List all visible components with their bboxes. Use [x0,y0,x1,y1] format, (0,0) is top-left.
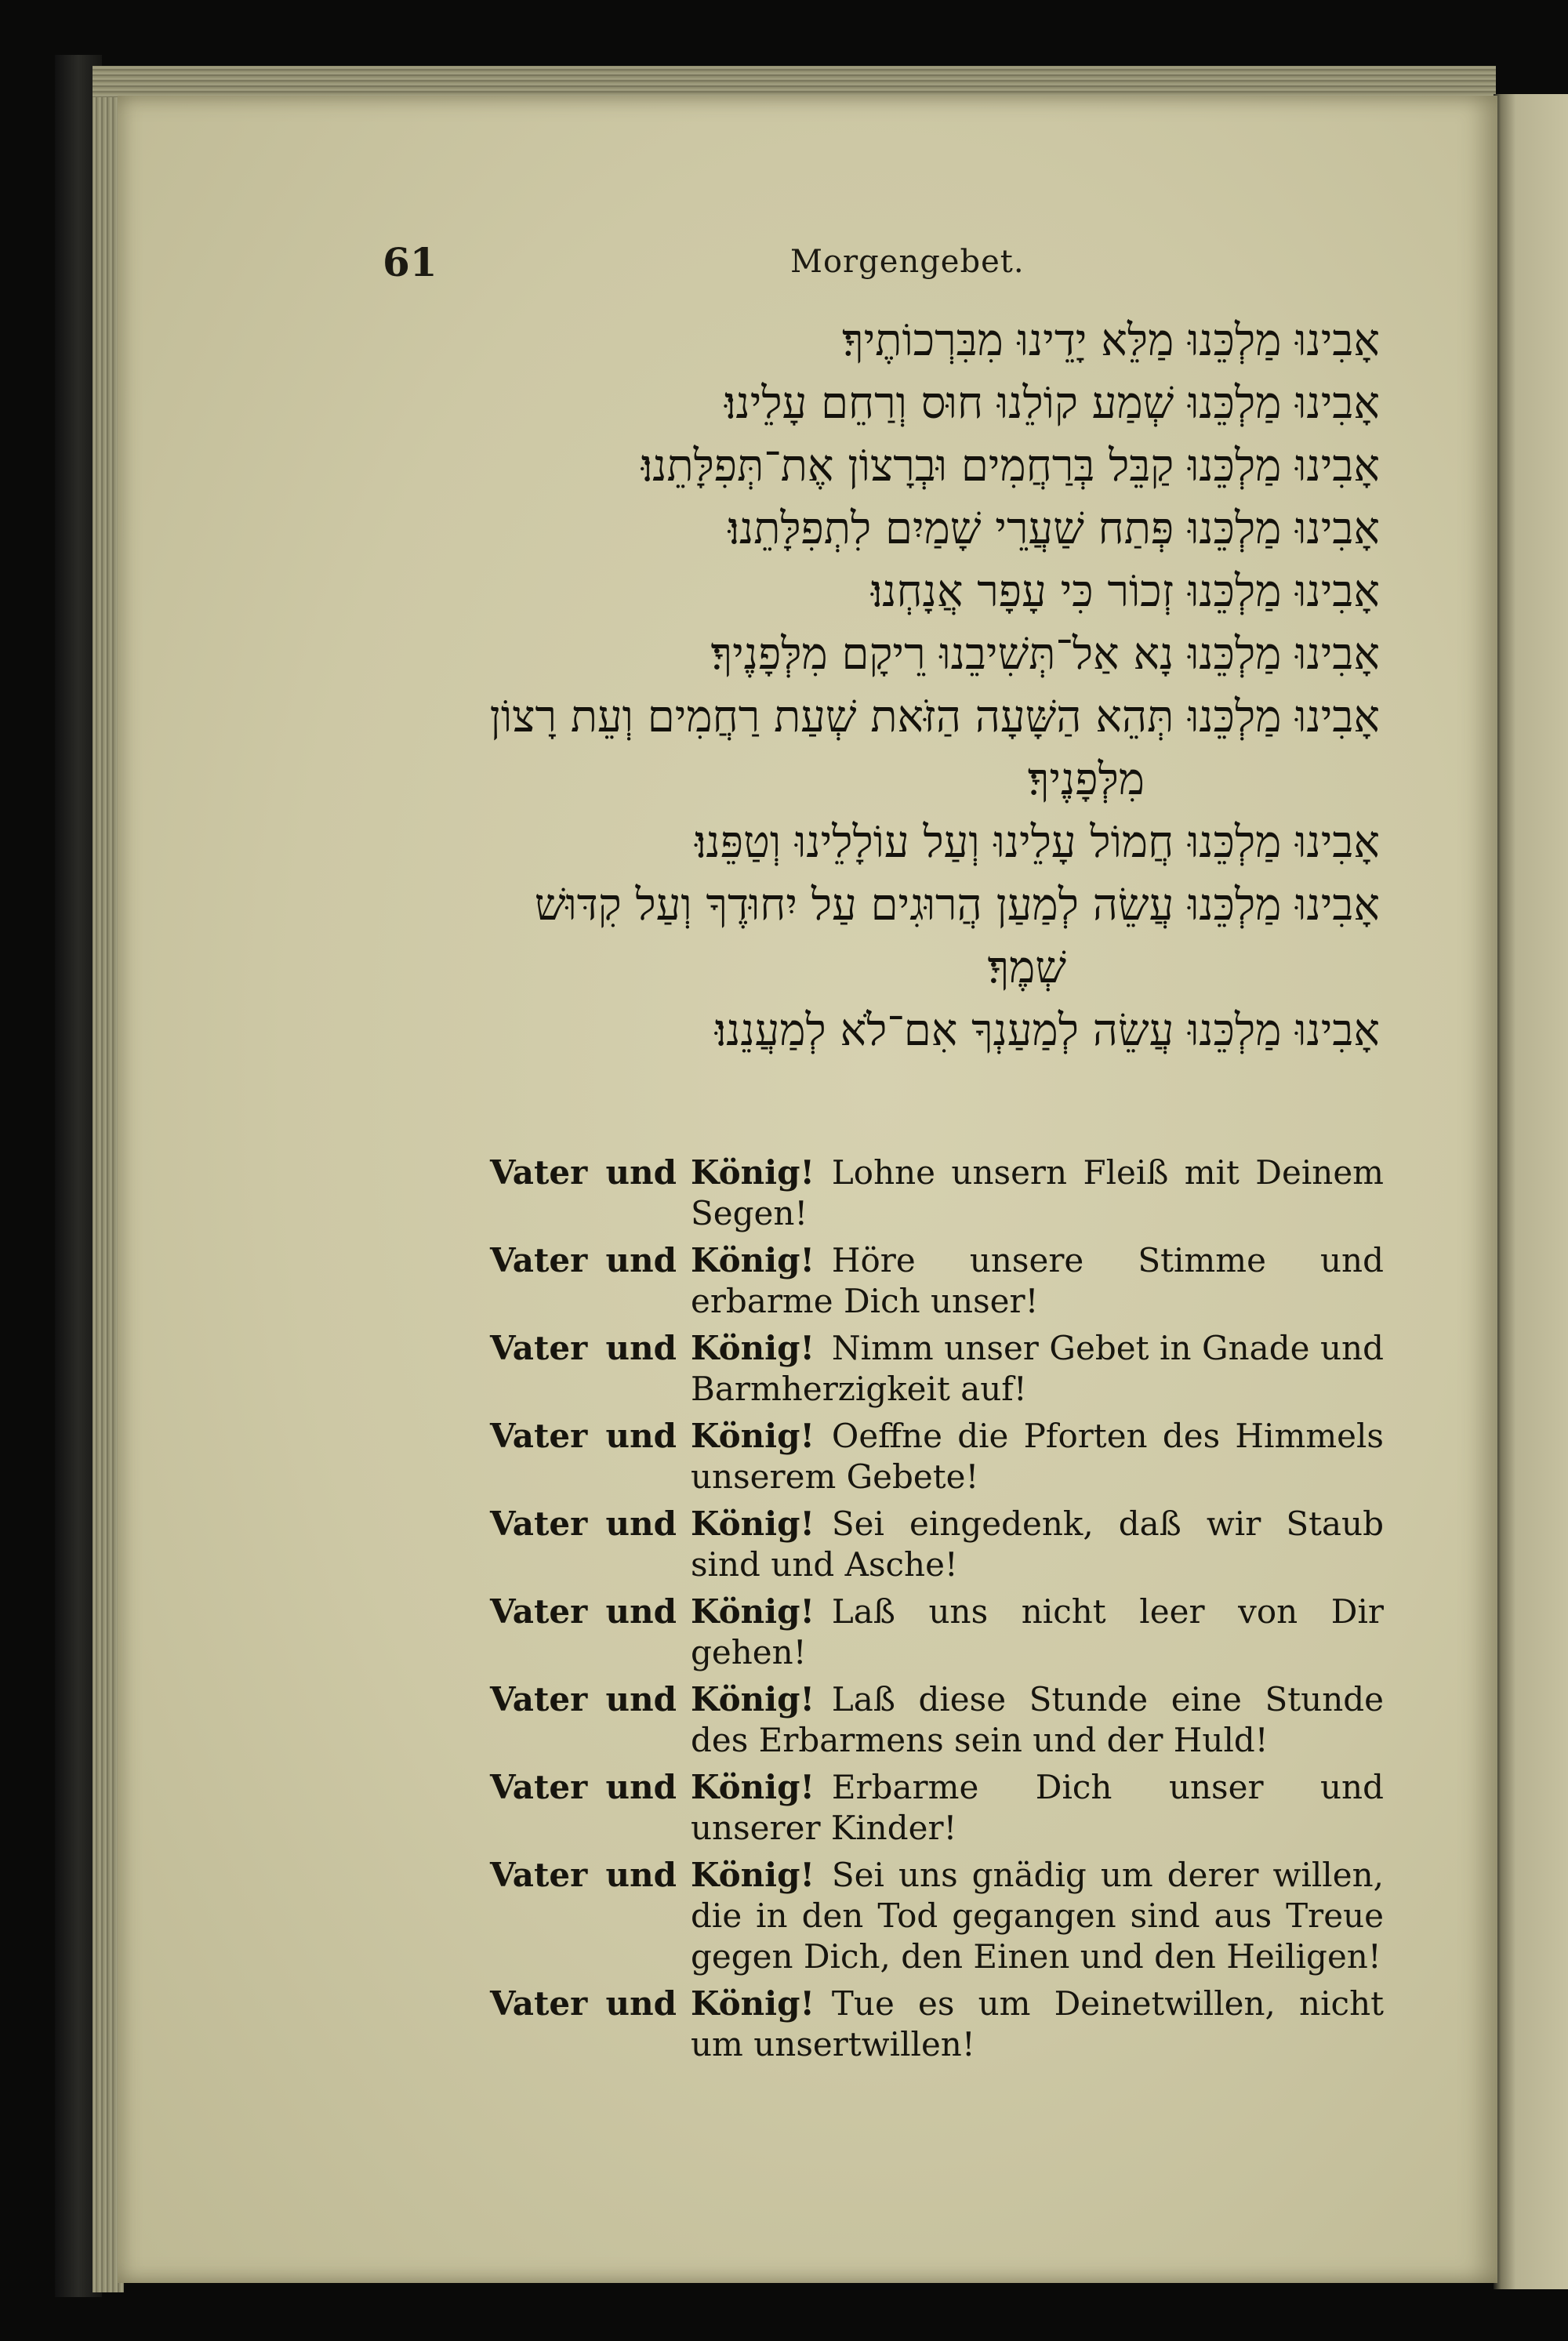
entry-text: Oeffne die Pforten des Himmels unserem Gebete! [691,1417,1384,1496]
page-number: 61 [383,239,437,285]
lead-word: und [605,1504,677,1543]
lead-word: und [605,1592,677,1631]
hebrew-line: אָבִינוּ מַלְכֵּנוּ חֲמוֹל עָלֵינוּ וְעַל עוֹלָלֵינוּ וְטַפֵּנוּ׃ [695,817,1380,868]
entry-body [691,1416,1384,1497]
entry-body [691,1767,1384,1849]
lead-word: und [605,1984,677,2023]
lead-word: Vater [490,1592,588,1631]
entry-lead [490,1855,691,1977]
entry-koenig: König! [691,1680,815,1719]
entry-text: Lohne unsern Fleiß mit Deinem Segen! [691,1153,1384,1232]
entry-text: Laß uns nicht leer von Dir gehen! [691,1592,1384,1671]
entry-body [691,1328,1384,1410]
hebrew-line: אָבִינוּ מַלְכֵּנוּ נָא אַל־תְּשִׁיבֵנוּ רֵיקָם מִלְּפָנֶיךָ׃ [710,629,1380,680]
entry-body [691,1855,1384,1977]
entry-body [691,1983,1384,2065]
hebrew-line: אָבִינוּ מַלְכֵּנוּ עֲשֵׂה לְמַעַנְךָ אִם־לֹא לְמַעֲנֵנוּ׃ [714,1005,1380,1056]
adjacent-page-edge [1494,94,1568,2289]
hebrew-line: אָבִינוּ מַלְכֵּנוּ מַלֵּא יָדֵינוּ מִבִּרְכוֹתֶיךָ׃ [842,315,1380,366]
translation-entry [490,1240,1384,1322]
translation-entry [490,1152,1384,1234]
lead-word: Vater [490,1984,588,2023]
entry-body [691,1592,1384,1673]
page-edges-top [93,66,1496,97]
lead-word: und [605,1768,677,1806]
german-translation-block [490,1152,1384,2071]
entry-koenig: König! [691,1241,815,1279]
lead-word: Vater [490,1241,588,1279]
entry-lead [490,1240,691,1322]
entry-text: Erbarme Dich unser und unserer Kinder! [691,1768,1384,1847]
translation-entry [490,1592,1384,1673]
hebrew-line: אָבִינוּ מַלְכֵּנוּ זְכוֹר כִּי עָפָר אֲנָחְנוּ׃ [870,566,1380,617]
lead-word: Vater [490,1153,588,1192]
entry-lead [490,1504,691,1585]
entry-koenig: König! [691,1984,815,2023]
translation-entry [490,1504,1384,1585]
entry-lead [490,1767,691,1849]
lead-word: und [605,1856,677,1894]
entry-text: Sei eingedenk, daß wir Staub sind und Asche! [691,1504,1384,1584]
translation-entry [490,1855,1384,1977]
entry-lead [490,1679,691,1761]
lead-word: und [605,1241,677,1279]
entry-koenig: König! [691,1504,815,1543]
translation-entry [490,1679,1384,1761]
entry-lead [490,1416,691,1497]
translation-entry [490,1767,1384,1849]
lead-word: und [605,1153,677,1192]
entry-koenig: König! [691,1153,815,1192]
lead-word: und [605,1680,677,1719]
lead-word: Vater [490,1329,588,1367]
lead-word: Vater [490,1680,588,1719]
lead-word: Vater [490,1417,588,1455]
translation-entry [490,1416,1384,1497]
hebrew-line: אָבִינוּ מַלְכֵּנוּ קַבֵּל בְּרַחֲמִים וּבְרָצוֹן אֶת־תְּפִלָּתֵנוּ׃ [641,441,1380,492]
entry-text: Tue es um Deinetwillen, nicht um unsertwillen! [691,1984,1384,2063]
lead-word: und [605,1329,677,1367]
hebrew-line: אָבִינוּ מַלְכֵּנוּ עֲשֵׂה לְמַעַן הֲרוּגִים עַל יִחוּדֶךָ וְעַל קִדּוּשׁ [534,880,1380,931]
hebrew-line-continuation: שְׁמֶךָ׃ [987,942,1066,993]
entry-body [691,1240,1384,1322]
translation-entry [490,1328,1384,1410]
entry-koenig: König! [691,1592,815,1631]
entry-body [691,1679,1384,1761]
entry-koenig: König! [691,1329,815,1367]
lead-word: und [605,1417,677,1455]
hebrew-line-continuation: מִלְּפָנֶיךָ׃ [1027,754,1145,805]
entry-koenig: König! [691,1417,815,1455]
hebrew-line: אָבִינוּ מַלְכֵּנוּ תְּהֵא הַשָּׁעָה הַזֹּאת שְׁעַת רַחֲמִים וְעֵת רָצוֹן [489,691,1380,742]
lead-word: Vater [490,1504,588,1543]
entry-lead [490,1328,691,1410]
running-title: Morgengebet. [790,244,1025,280]
entry-koenig: König! [691,1856,815,1894]
translation-entry [490,1983,1384,2065]
entry-body [691,1504,1384,1585]
entry-body [691,1152,1384,1234]
entry-text: Sei uns gnädig um derer willen, die in den Tod gegangen sind aus Treue gegen Dich, den Einen und den Heiligen! [691,1856,1384,1976]
lead-word: Vater [490,1768,588,1806]
running-head [257,239,1386,294]
hebrew-line: אָבִינוּ מַלְכֵּנוּ פְּתַח שַׁעֲרֵי שָׁמַיִם לִתְפִלָּתֵנוּ׃ [728,503,1380,554]
entry-lead [490,1152,691,1234]
entry-text: Nimm unser Gebet in Gnade und Barmherzigkeit auf! [691,1329,1384,1408]
entry-text: Laß diese Stunde eine Stunde des Erbarmens sein und der Huld! [691,1680,1384,1759]
entry-lead [490,1983,691,2065]
entry-text: Höre unsere Stimme und erbarme Dich unser! [691,1241,1384,1320]
entry-koenig: König! [691,1768,815,1806]
hebrew-text-block [361,310,1380,1062]
entry-lead [490,1592,691,1673]
hebrew-line: אָבִינוּ מַלְכֵּנוּ שְׁמַע קוֹלֵנוּ חוּס וְרַחֵם עָלֵינוּ׃ [724,378,1380,429]
lead-word: Vater [490,1856,588,1894]
